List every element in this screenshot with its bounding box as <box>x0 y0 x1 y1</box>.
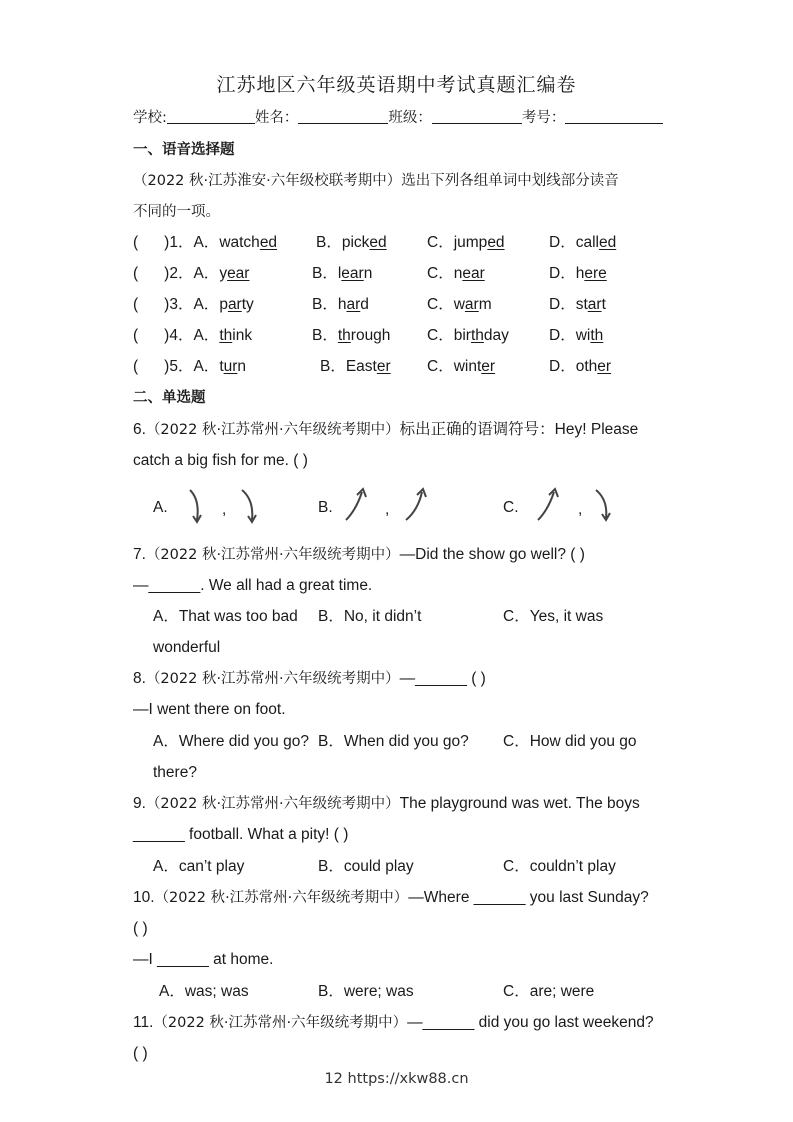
option-3b[interactable]: B．hard <box>312 296 369 313</box>
q7-option-c[interactable]: C．Yes, it was <box>503 608 604 625</box>
q6-option-a[interactable]: A. <box>153 499 168 516</box>
rising-arrow-icon <box>538 492 554 520</box>
q6-option-c-comma: , <box>578 501 583 518</box>
section1-intro-line1: （2022 秋·江苏淮安·六年级校联考期中）选出下列各组单词中划线部分读音 <box>133 173 619 189</box>
name-label: 姓名： <box>254 110 299 126</box>
question-row-4: ( )4．A．think <box>133 327 253 344</box>
section1-intro-line2: 不同的一项。 <box>133 204 220 220</box>
q8-option-a[interactable]: A．Where did you go? <box>153 733 309 750</box>
option-4b[interactable]: B．through <box>312 327 391 344</box>
q8-option-b[interactable]: B．When did you go? <box>318 733 469 750</box>
q8-option-c[interactable]: C．How did you go <box>503 733 637 750</box>
number-blank[interactable] <box>565 108 663 124</box>
question-row-1: ( )1．A．watched <box>133 234 278 251</box>
q10-option-c[interactable]: C．are; were <box>503 983 595 1000</box>
question-row-3: ( )3．A．party <box>133 296 254 313</box>
q9-option-c[interactable]: C．couldn’t play <box>503 858 616 875</box>
q9-option-b[interactable]: B．could play <box>318 858 414 875</box>
option-2d[interactable]: D．here <box>549 265 607 282</box>
q8-stem-line2: —I went there on foot. <box>133 701 286 718</box>
option-2b[interactable]: B．learn <box>312 265 373 282</box>
option-4c[interactable]: C．birthday <box>427 327 509 344</box>
q7-option-c-cont: wonderful <box>153 639 221 656</box>
q9-option-a[interactable]: A．can’t play <box>153 858 245 875</box>
q6-option-b-comma: , <box>385 501 390 518</box>
option-3d[interactable]: D．start <box>549 296 606 313</box>
page-title: 江苏地区六年级英语期中考试真题汇编卷 <box>216 74 577 96</box>
q6-option-c-intonation <box>532 486 616 526</box>
option-5b[interactable]: B．Easter <box>320 358 391 375</box>
option-4d[interactable]: D．with <box>549 327 604 344</box>
page-footer: 12 https://xkw88.cn <box>324 1071 469 1087</box>
q8-option-c-cont: there? <box>153 764 197 781</box>
q6-option-c[interactable]: C. <box>503 499 519 516</box>
class-label: 班级： <box>388 110 432 126</box>
falling-arrow-icon <box>596 490 606 518</box>
q11-stem-line1: 11.（2022 秋·江苏常州·六年级统考期中）—______ did you go last weekend? <box>133 1014 654 1031</box>
q10-option-a[interactable]: A．was; was <box>159 983 249 1000</box>
q7-stem-line1: 7.（2022 秋·江苏常州·六年级统考期中）—Did the show go well? ( ) <box>133 546 585 563</box>
option-5c[interactable]: C．winter <box>427 358 496 375</box>
section1-heading: 一、语音选择题 <box>133 142 235 158</box>
option-3c[interactable]: C．warm <box>427 296 492 313</box>
falling-arrow-icon <box>242 490 252 520</box>
class-blank[interactable] <box>432 108 522 124</box>
question-row-2: ( )2．A．year <box>133 265 250 282</box>
student-info-line <box>133 108 663 128</box>
q6-option-b[interactable]: B. <box>318 499 333 516</box>
option-1d[interactable]: D．called <box>549 234 617 251</box>
q7-option-a[interactable]: A．That was too bad <box>153 608 298 625</box>
question-row-5: ( )5．A．turn <box>133 358 247 375</box>
rising-arrow-icon <box>346 492 362 520</box>
option-5d[interactable]: D．other <box>549 358 612 375</box>
q11-stem-line2: ( ) <box>133 1045 148 1062</box>
q10-stem-line3: —I ______ at home. <box>133 951 274 968</box>
name-blank[interactable] <box>298 108 388 124</box>
q6-option-a-comma: , <box>222 501 227 518</box>
rising-arrow-icon <box>406 492 422 520</box>
q7-option-b[interactable]: B．No, it didn’t <box>318 608 422 625</box>
q10-stem-line2: ( ) <box>133 920 148 937</box>
q7-stem-line2: —______. We all had a great time. <box>133 577 373 594</box>
option-2c[interactable]: C．near <box>427 265 485 282</box>
option-1c[interactable]: C．jumped <box>427 234 505 251</box>
number-label: 考号： <box>521 110 566 126</box>
q8-stem-line1: 8.（2022 秋·江苏常州·六年级统考期中）—______ ( ) <box>133 670 486 687</box>
school-label: 学校: <box>133 110 167 126</box>
q6-stem-line2: catch a big fish for me. ( ) <box>133 452 308 469</box>
section2-heading: 二、单选题 <box>133 390 206 406</box>
option-1b[interactable]: B．picked <box>316 234 387 251</box>
q9-stem-line1: 9.（2022 秋·江苏常州·六年级统考期中）The playground was wet. The boys <box>133 795 640 812</box>
q9-stem-line2: ______ football. What a pity! ( ) <box>133 826 349 843</box>
q10-option-b[interactable]: B．were; was <box>318 983 414 1000</box>
q6-stem-line1: 6.（2022 秋·江苏常州·六年级统考期中）标出正确的语调符号：Hey! Please <box>133 421 639 438</box>
school-blank[interactable] <box>167 108 255 124</box>
q10-stem-line1: 10.（2022 秋·江苏常州·六年级统考期中）—Where ______ you last Sunday? <box>133 889 649 906</box>
